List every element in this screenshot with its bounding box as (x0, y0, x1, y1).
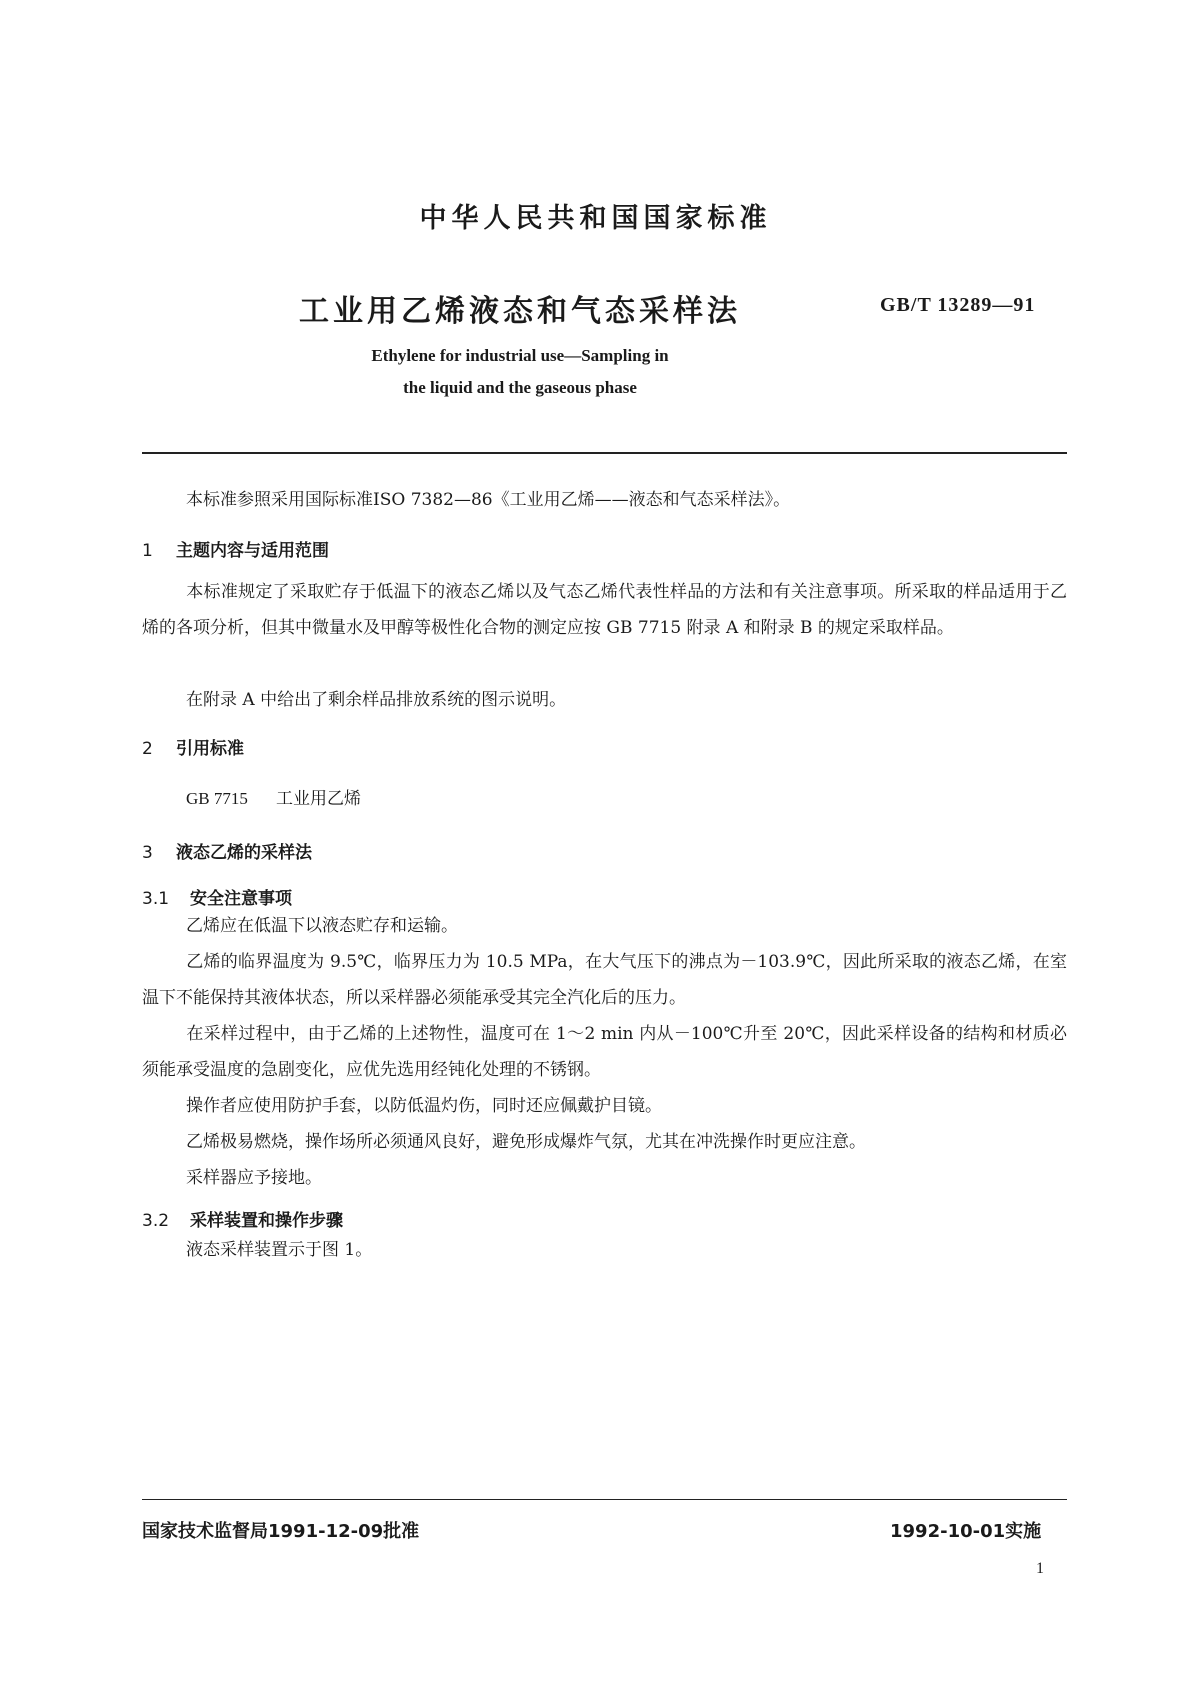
english-title-line-2: the liquid and the gaseous phase (403, 378, 637, 397)
subsection-3-2-heading (142, 1206, 343, 1231)
paragraph-text: 在附录 A 中给出了剩余样品排放系统的图示说明。 (186, 690, 567, 710)
implementation-date: 1992-10-01实施 (890, 1521, 1042, 1542)
reference-code: GB 7715 (186, 789, 248, 808)
normative-reference (186, 784, 361, 809)
subsection-title: 采样装置和操作步骤 (190, 1211, 343, 1231)
section-1-heading (142, 536, 329, 561)
paragraph-text: 采样器应予接地。 (186, 1168, 322, 1188)
page-number: 1 (1036, 1560, 1044, 1577)
subsection-3-1-paragraph-4 (142, 1088, 1067, 1124)
paragraph-text: 乙烯极易燃烧，操作场所必须通风良好，避免形成爆炸气氛，尤其在冲洗操作时更应注意。 (186, 1132, 866, 1152)
subsection-number: 3.2 (142, 1211, 170, 1231)
intro-text: 本标准参照采用国际标准ISO 7382—86《工业用乙烯——液态和气态采样法》。 (186, 490, 791, 510)
subsection-3-2-paragraph-1 (142, 1232, 1067, 1268)
paragraph-text: 操作者应使用防护手套，以防低温灼伤，同时还应佩戴护目镜。 (186, 1096, 662, 1116)
section-1-paragraph-1 (142, 574, 1067, 646)
paragraph-text: 乙烯应在低温下以液态贮存和运输。 (186, 916, 458, 936)
reference-title: 工业用乙烯 (276, 789, 361, 809)
section-3-heading (142, 838, 312, 863)
subsection-title: 安全注意事项 (190, 889, 292, 909)
paragraph-text: 液态采样装置示于图 1。 (186, 1240, 373, 1260)
section-number: 1 (142, 541, 153, 561)
header-divider (142, 452, 1067, 454)
document-title: 工业用乙烯液态和气态采样法 (299, 294, 741, 329)
section-number: 3 (142, 843, 153, 863)
intro-paragraph (142, 482, 1067, 518)
paragraph-text: 本标准规定了采取贮存于低温下的液态乙烯以及气态乙烯代表性样品的方法和有关注意事项。所采取的样品适用于乙烯的各项分析，但其中微量水及甲醇等极性化合物的测定应按 GB 7715 附录 A 和附录 B 的规定采取样品。 (142, 582, 1067, 638)
paragraph-text: 在采样过程中，由于乙烯的上述物性，温度可在 1～2 min 内从－100℃升至 20℃，因此采样设备的结构和材质必须能承受温度的急剧变化，应优先选用经钝化处理的不锈钢。 (142, 1024, 1067, 1080)
subsection-3-1-paragraph-6 (142, 1160, 1067, 1196)
section-title: 引用标准 (176, 739, 244, 759)
section-title: 液态乙烯的采样法 (176, 843, 312, 863)
subsection-3-1-paragraph-3 (142, 1016, 1067, 1088)
section-2-heading (142, 734, 244, 759)
section-1-paragraph-2 (142, 682, 1067, 718)
standard-number: GB/T 13289—91 (880, 294, 1036, 316)
english-title-line-1: Ethylene for industrial use—Sampling in (371, 346, 669, 365)
footer-divider (142, 1499, 1067, 1500)
subsection-number: 3.1 (142, 889, 170, 909)
paragraph-text: 乙烯的临界温度为 9.5℃，临界压力为 10.5 MPa，在大气压下的沸点为－103.9℃，因此所采取的液态乙烯，在室温下不能保持其液体状态，所以采样器必须能承受其完全汽化后的压力。 (142, 952, 1067, 1008)
subsection-3-1-heading (142, 884, 292, 909)
section-number: 2 (142, 739, 153, 759)
issuing-authority-heading: 中华人民共和国国家标准 (419, 203, 772, 234)
subsection-3-1-paragraph-2 (142, 944, 1067, 1016)
section-title: 主题内容与适用范围 (176, 541, 329, 561)
subsection-3-1-paragraph-1 (142, 908, 1067, 944)
approval-date: 国家技术监督局1991-12-09批准 (142, 1521, 420, 1542)
subsection-3-1-paragraph-5 (142, 1124, 1067, 1160)
